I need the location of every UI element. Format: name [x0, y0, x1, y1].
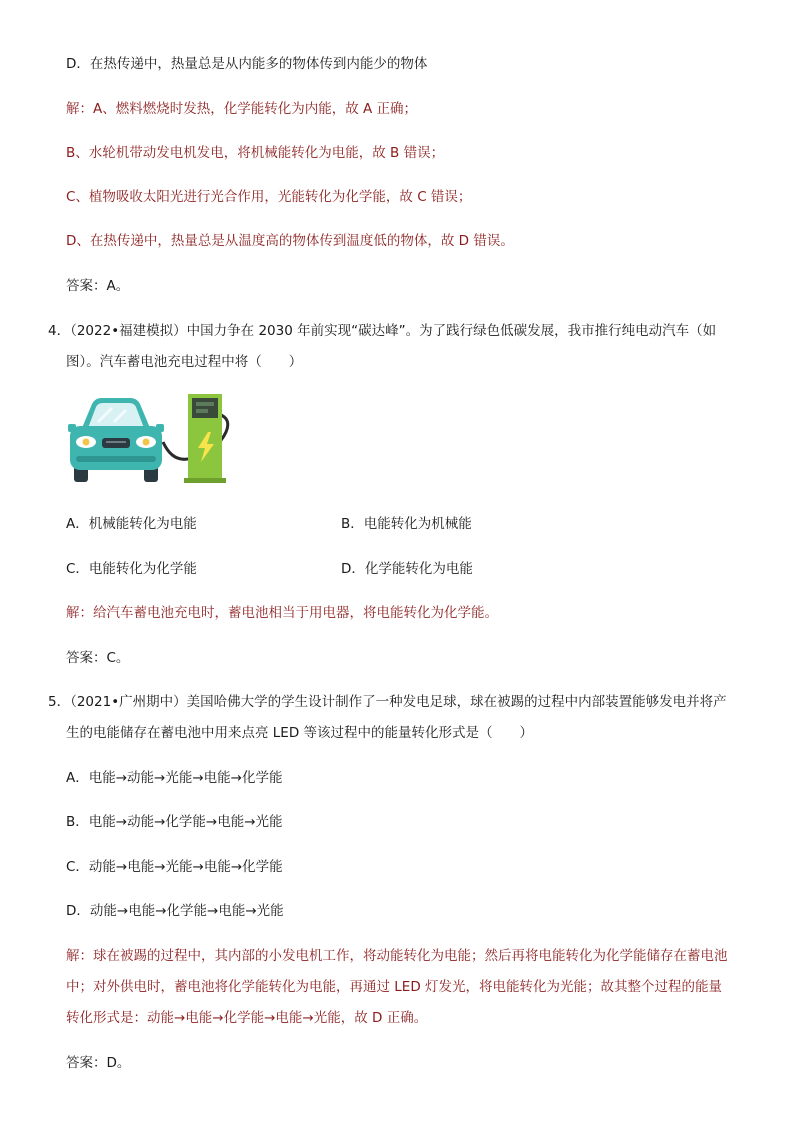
q4-option-c: C．电能转化为化学能 [66, 561, 197, 577]
q4-option-b: B．电能转化为机械能 [341, 516, 472, 532]
charger-station-icon [184, 394, 226, 483]
prev-solution-line-3: C、植物吸收太阳光进行光合作用，光能转化为化学能，故 C 错误； [66, 189, 472, 205]
prev-solution-line-4: D、在热传递中，热量总是从温度高的物体传到温度低的物体，故 D 错误。 [66, 233, 514, 249]
q5-answer: 答案：D。 [66, 1055, 131, 1071]
q4-text-line-2: 图）。汽车蓄电池充电过程中将（ ） [66, 354, 303, 370]
prev-solution-line-2: B、水轮机带动发电机发电，将机械能转化为电能，故 B 错误； [66, 145, 445, 161]
q4-solution: 解：给汽车蓄电池充电时，蓄电池相当于用电器，将电能转化为化学能。 [66, 605, 498, 621]
q5-option-b: B．电能→动能→化学能→电能→光能 [66, 814, 283, 830]
prev-option-d: D．在热传递中，热量总是从内能多的物体传到内能少的物体 [66, 56, 428, 72]
q5-option-a: A．电能→动能→光能→电能→化学能 [66, 770, 283, 786]
q4-text-line-1: 4．（2022•福建模拟）中国力争在 2030 年前实现“碳达峰”。为了践行绿色低碳发展，我市推行纯电动汽车（如 [48, 323, 717, 339]
prev-answer: 答案：A。 [66, 278, 130, 294]
q4-answer: 答案：C。 [66, 650, 130, 666]
q5-option-c: C．动能→电能→光能→电能→化学能 [66, 859, 283, 875]
q5-option-d: D．动能→电能→化学能→电能→光能 [66, 903, 284, 919]
q4-option-a: A．机械能转化为电能 [66, 516, 197, 532]
q5-text-line-2: 生的电能储存在蓄电池中用来点亮 LED 等该过程中的能量转化形式是（ ） [66, 725, 534, 741]
car-icon [68, 398, 164, 482]
q5-solution-line-3: 转化形式是：动能→电能→化学能→电能→光能，故 D 正确。 [66, 1010, 428, 1026]
q4-option-d: D．化学能转化为电能 [341, 561, 473, 577]
q5-solution-line-2: 中；对外供电时，蓄电池将化学能转化为电能，再通过 LED 灯发光，将电能转化为光能；故其整个过程的能量 [66, 979, 723, 995]
q5-text-line-1: 5．（2021•广州期中）美国哈佛大学的学生设计制作了一种发电足球，球在被踢的过程中内部装置能够发电并将产 [48, 694, 727, 710]
prev-solution-line-1: 解：A、燃料燃烧时发热，化学能转化为内能，故 A 正确； [66, 101, 418, 117]
q5-solution-line-1: 解：球在被踢的过程中，其内部的小发电机工作，将动能转化为电能；然后再将电能转化为化学能储存在蓄电池 [66, 948, 728, 964]
electric-car-charging-figure [68, 392, 240, 484]
